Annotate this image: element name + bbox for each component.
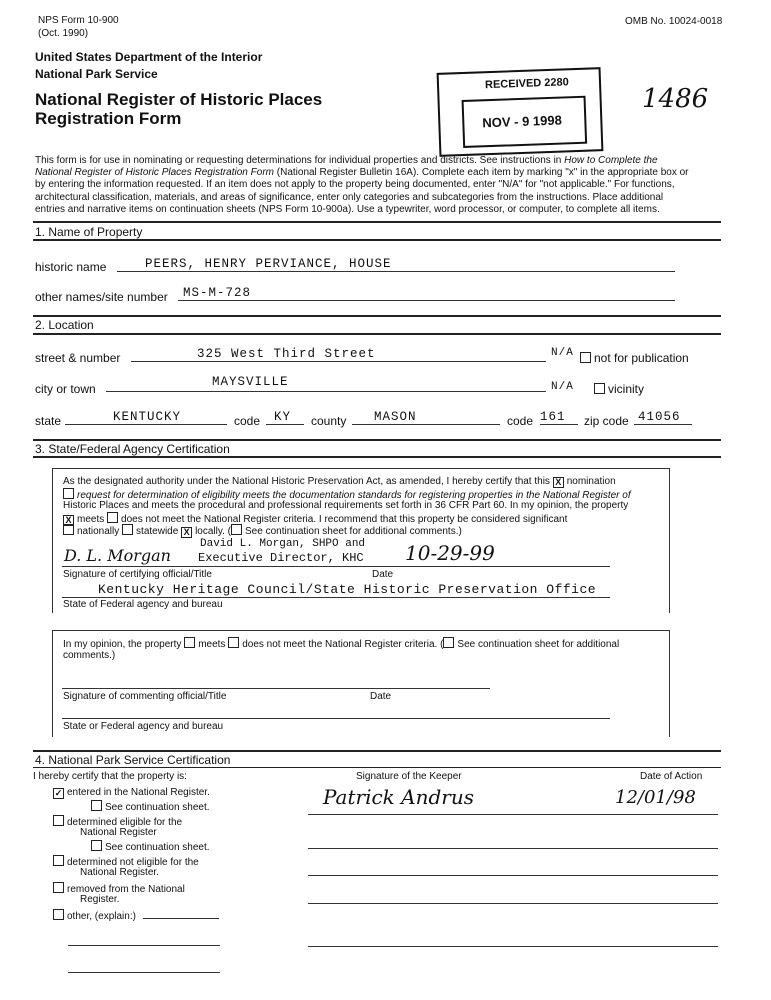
stamp-received: RECEIVED 2280 bbox=[484, 76, 569, 92]
street-field[interactable] bbox=[131, 348, 546, 362]
department: United States Department of the Interior bbox=[35, 50, 263, 64]
county-code-value: 161 bbox=[540, 410, 566, 424]
form-subtitle: Registration Form bbox=[35, 109, 182, 128]
county-code-label: code bbox=[507, 414, 534, 428]
not-eligible-option-2: National Register. bbox=[80, 867, 159, 878]
entered-continuation-option[interactable]: See continuation sheet. bbox=[91, 800, 210, 814]
vicinity-value: N/A bbox=[551, 381, 574, 393]
opinion-line-2: comments.) bbox=[63, 650, 116, 661]
handwritten-number: 1486 bbox=[642, 84, 709, 114]
official-title: Executive Director, KHC bbox=[198, 551, 364, 565]
form-number: NPS Form 10-900 bbox=[38, 15, 119, 26]
city-value: MAYSVILLE bbox=[212, 375, 289, 389]
section-3-heading: 3. State/Federal Agency Certification bbox=[35, 442, 230, 456]
intro-italic: How to Complete the National Register of Historic Places Registration Form bbox=[35, 155, 658, 179]
opinion-line: In my opinion, the property meets does not meet the National Register criteria. ( See continuation sheet for additional bbox=[63, 639, 620, 650]
certifying-signature: D. L. Morgan bbox=[64, 546, 171, 565]
received-stamp bbox=[437, 67, 604, 157]
street-value: 325 West Third Street bbox=[197, 347, 376, 361]
section-2-heading: 2. Location bbox=[35, 318, 94, 332]
date-of-action-label: Date of Action bbox=[640, 771, 703, 782]
cert-line-5: nationally statewide X locally. ( See continuation sheet for additional comments.) bbox=[63, 524, 462, 538]
city-field[interactable] bbox=[106, 375, 546, 392]
city-label: city or town bbox=[35, 382, 96, 396]
vicinity-checkbox[interactable] bbox=[594, 382, 644, 396]
historic-name-label: historic name bbox=[35, 260, 107, 274]
county-code-field[interactable] bbox=[540, 411, 578, 425]
nationally-checkbox[interactable] bbox=[63, 524, 74, 535]
form-date: (Oct. 1990) bbox=[38, 28, 89, 39]
action-date: 12/01/98 bbox=[615, 787, 696, 808]
street-label: street & number bbox=[35, 351, 121, 365]
comment-signature-field[interactable] bbox=[62, 678, 490, 689]
comment-agency-field[interactable] bbox=[62, 708, 610, 719]
vicinity-label: vicinity bbox=[608, 382, 645, 396]
statewide-checkbox[interactable] bbox=[122, 524, 133, 535]
cert-line-3: Historic Places and meets the procedural and professional requirements set forth in 36 CFR Part 60. In my opinion, the property bbox=[63, 500, 629, 511]
eligible-option[interactable]: determined eligible for the bbox=[53, 815, 182, 829]
cert-line-1: As the designated authority under the National Historic Preservation Act, as amended, I hereby certify that this X nomination bbox=[63, 476, 616, 487]
instructions-paragraph bbox=[35, 155, 695, 216]
form-title: National Register of Historic Places bbox=[35, 90, 323, 109]
cert-line-2: request for determination of eligibility meets the documentation standards for registering properties in the National Register of bbox=[63, 488, 631, 502]
meets-checkbox[interactable]: X bbox=[63, 515, 74, 526]
zip-label: zip code bbox=[584, 414, 629, 428]
section-4-heading: 4. National Park Service Certification bbox=[35, 753, 231, 767]
state-code-value: KY bbox=[274, 410, 292, 424]
state-code-label: code bbox=[234, 414, 261, 428]
official-name: David L. Morgan, SHPO and bbox=[200, 538, 366, 550]
entered-checkbox[interactable]: ✓ bbox=[54, 788, 63, 798]
other-option[interactable]: other, (explain:) bbox=[53, 909, 136, 923]
zip-value: 41056 bbox=[638, 410, 681, 424]
eligible-option-2: National Register bbox=[80, 827, 157, 838]
agency-value: Kentucky Heritage Council/State Historic Preservation Office bbox=[98, 582, 597, 597]
county-field[interactable] bbox=[352, 411, 500, 425]
historic-name-field[interactable] bbox=[117, 258, 675, 272]
historic-name-value: PEERS, HENRY PERVIANCE, HOUSE bbox=[145, 257, 392, 271]
date-label: Date bbox=[372, 569, 394, 580]
not-for-publication-value: N/A bbox=[551, 347, 574, 359]
eligible-continuation-option[interactable]: See continuation sheet. bbox=[91, 840, 210, 854]
intro-text: This form is for use in nominating or requesting determinations for individual properties and districts. See instructions in bbox=[35, 155, 565, 166]
state-field[interactable] bbox=[65, 411, 227, 425]
agency-label: State of Federal agency and bureau bbox=[63, 599, 223, 610]
removed-option[interactable]: removed from the National bbox=[53, 882, 185, 896]
locally-checkbox[interactable]: X bbox=[181, 527, 192, 538]
certify-intro: I hereby certify that the property is: bbox=[33, 771, 187, 782]
signature-label: Signature of certifying official/Title bbox=[63, 569, 212, 580]
other-names-value: MS-M-728 bbox=[183, 286, 252, 300]
not-for-publication-label: not for publication bbox=[594, 351, 689, 365]
other-explain-field[interactable] bbox=[143, 908, 219, 919]
omb-number: OMB No. 10024-0018 bbox=[625, 16, 723, 27]
cert-line-4: X meets does not meet the National Register criteria. I recommend that this property be considered significant bbox=[63, 512, 567, 526]
comment-date-label: Date bbox=[370, 691, 392, 702]
request-checkbox[interactable] bbox=[63, 488, 74, 499]
section-1-heading: 1. Name of Property bbox=[35, 225, 143, 239]
other-names-field[interactable] bbox=[178, 287, 675, 301]
stamp-date: NOV - 9 1998 bbox=[482, 112, 563, 131]
does-not-meet-checkbox[interactable] bbox=[107, 512, 118, 523]
entered-option[interactable]: ✓ entered in the National Register. bbox=[54, 787, 210, 798]
nomination-checkbox[interactable]: X bbox=[553, 477, 564, 488]
state-label: state bbox=[35, 414, 62, 428]
stamp-inner-box bbox=[462, 96, 588, 148]
comment-agency-label: State or Federal agency and bureau bbox=[63, 721, 224, 732]
state-value: KENTUCKY bbox=[113, 410, 182, 424]
keeper-label: Signature of the Keeper bbox=[356, 771, 462, 782]
comment-signature-label: Signature of commenting official/Title bbox=[63, 691, 227, 702]
zip-field[interactable] bbox=[634, 411, 692, 425]
other-names-label: other names/site number bbox=[35, 290, 168, 304]
comment-meets-checkbox[interactable] bbox=[184, 637, 195, 648]
not-eligible-option[interactable]: determined not eligible for the bbox=[53, 855, 199, 869]
county-label: county bbox=[311, 414, 347, 428]
certifying-date: 10-29-99 bbox=[405, 541, 495, 565]
not-for-publication-checkbox[interactable] bbox=[580, 351, 689, 365]
continuation-checkbox[interactable] bbox=[231, 524, 242, 535]
comment-does-not-meet-checkbox[interactable] bbox=[228, 637, 239, 648]
intro-text-2: (National Register Bulletin 16A). Complete each item by marking "x" in the appropriate box or by entering the information requested. If an item does not apply to the property being documented, enter "N/A" for "not applicable." For functions, architectural classification, materials, and areas of significance, enter only categories and subcategories from the instructions. Place additional entries and narrative items on continuation sheets (NPS Form 10-900a). Use a typewriter, word processor, or computer, to complete all items. bbox=[35, 167, 689, 215]
state-code-field[interactable] bbox=[266, 411, 304, 425]
removed-option-2: Register. bbox=[80, 894, 120, 905]
county-value: MASON bbox=[374, 410, 417, 424]
service: National Park Service bbox=[35, 67, 158, 81]
keeper-signature: Patrick Andrus bbox=[323, 785, 474, 809]
comment-continuation-checkbox[interactable] bbox=[443, 637, 454, 648]
